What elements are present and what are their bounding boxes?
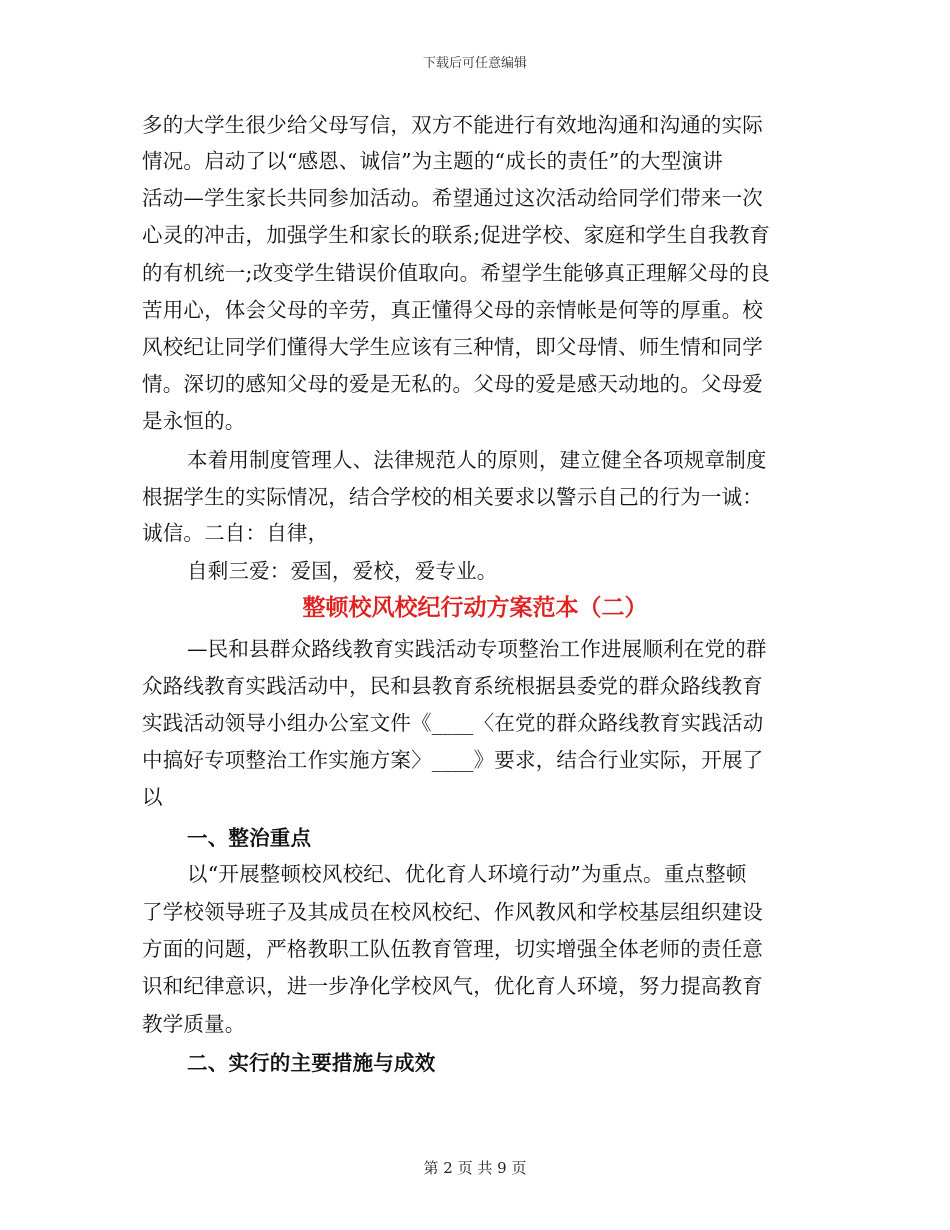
text-line: 情况。启动了以“感恩、诚信”为主题的“成长的责任”的大型演讲 <box>142 149 723 173</box>
text-line: 苦用心，体会父母的辛劳，真正懂得父母的亲情帐是何等的厚重。校 <box>142 298 763 322</box>
text-line: 是永恒的。 <box>142 409 246 433</box>
text-line: 自剩三爱：爱国，爱校，爱专业。 <box>187 559 498 583</box>
text-line: 心灵的冲击，加强学生和家长的联系;促进学校、家庭和学生自我教育 <box>142 223 771 247</box>
text-line: 根据学生的实际情况，结合学校的相关要求以警示自己的行为一诚： <box>142 485 763 509</box>
text-line: 风校纪让同学们懂得大学生应该有三种情，即父母情、师生情和同学 <box>142 335 763 359</box>
text-line: 多的大学生很少给父母写信，双方不能进行有效地沟通和沟通的实际 <box>142 113 763 137</box>
text-line: 方面的问题，严格教职工队伍教育管理，切实增强全体老师的责任意 <box>142 937 763 961</box>
page-header-note: 下载后可任意编辑 <box>422 56 527 71</box>
heading-2: 二、实行的主要措施与成效 <box>187 1051 436 1075</box>
text-line: 情。深切的感知父母的爱是无私的。父母的爱是感天动地的。父母爱 <box>142 372 763 396</box>
text-line: 识和纪律意识，进一步净化学校风气，优化育人环境，努力提高教育 <box>142 974 763 998</box>
text-line: 教学质量。 <box>142 1012 246 1036</box>
section-title: 整顿校风校纪行动方案范本（二） <box>302 594 648 621</box>
text-line: 了学校领导班子及其成员在校风校纪、作风教风和学校基层组织建设 <box>142 900 763 924</box>
text-line: 众路线教育实践活动中，民和县教育系统根据县委党的群众路线教育 <box>142 674 763 698</box>
text-line: 本着用制度管理人、法律规范人的原则，建立健全各项规章制度 <box>187 448 767 472</box>
text-line: 实践活动领导小组办公室文件《____〈在党的群众路线教育实践活动 <box>142 711 764 735</box>
text-line: —民和县群众路线教育实践活动专项整治工作进展顺利在党的群 <box>187 637 767 661</box>
page-footer-number: 第 2 页 共 9 页 <box>423 1159 527 1177</box>
text-line: 活动—学生家长共同参加活动。希望通过这次活动给同学们带来一次 <box>142 186 763 210</box>
text-line: 诚信。二自：自律， <box>142 521 329 545</box>
text-line: 以“开展整顿校风校纪、优化育人环境行动”为重点。重点整顿 <box>187 862 747 886</box>
text-line: 中搞好专项整治工作实施方案〉____》要求，结合行业实际，开展了 <box>142 748 764 772</box>
text-line: 的有机统一;改变学生错误价值取向。希望学生能够真正理解父母的良 <box>142 261 771 285</box>
heading-1: 一、整治重点 <box>187 826 312 850</box>
text-line: 以 <box>142 785 163 809</box>
